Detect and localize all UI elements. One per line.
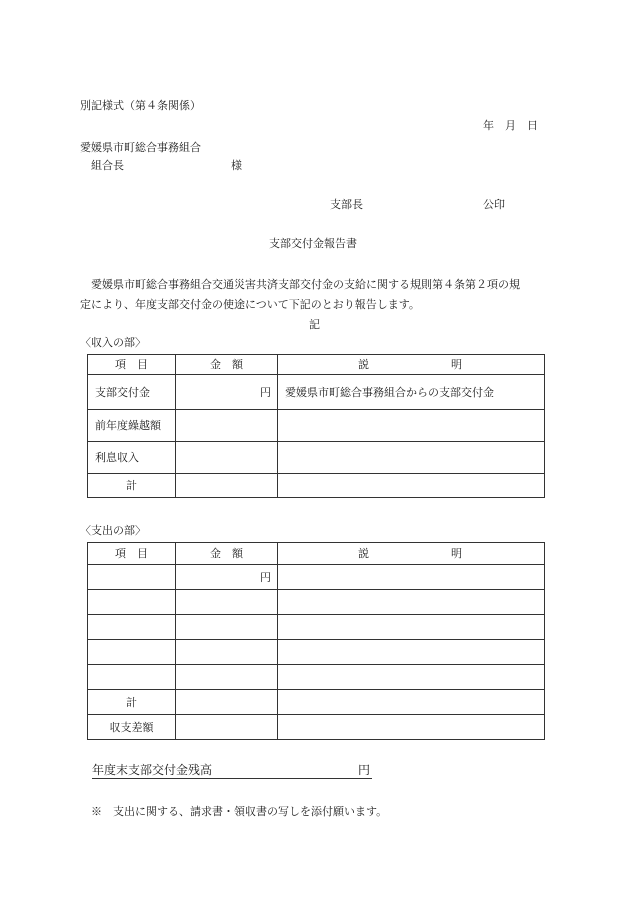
income-description-cell[interactable] bbox=[278, 410, 545, 442]
balance-difference-label: 収支差額 bbox=[88, 715, 176, 740]
table-row bbox=[88, 615, 545, 640]
expense-description-cell[interactable] bbox=[278, 615, 545, 640]
official-seal-label: 公印 bbox=[483, 198, 505, 211]
income-total-label: 計 bbox=[88, 474, 176, 498]
income-amount-cell[interactable] bbox=[176, 410, 278, 442]
expense-amount-cell[interactable] bbox=[176, 590, 278, 615]
addressee-title: 組合長 bbox=[91, 159, 124, 172]
expense-total-description[interactable] bbox=[278, 690, 545, 715]
expense-header-desc-b: 明 bbox=[451, 547, 462, 560]
document-title: 支部交付金報告書 bbox=[269, 237, 357, 250]
income-amount-cell[interactable]: 円 bbox=[176, 375, 278, 410]
expense-description-cell[interactable] bbox=[278, 640, 545, 665]
expense-item-cell[interactable] bbox=[88, 640, 176, 665]
expense-amount-cell[interactable] bbox=[176, 665, 278, 690]
table-row bbox=[88, 640, 545, 665]
expense-table bbox=[87, 542, 545, 740]
expense-description-cell[interactable] bbox=[278, 665, 545, 690]
expense-amount-cell[interactable] bbox=[176, 615, 278, 640]
income-header-item: 項 目 bbox=[88, 355, 176, 375]
expense-description-cell[interactable] bbox=[278, 565, 545, 590]
expense-item-cell[interactable] bbox=[88, 665, 176, 690]
expense-item-cell[interactable] bbox=[88, 565, 176, 590]
year-end-balance-label: 年度末支部交付金残高 bbox=[92, 763, 213, 777]
income-table bbox=[87, 354, 545, 498]
table-row bbox=[88, 410, 545, 442]
expense-header-description bbox=[278, 543, 545, 565]
attachment-note: ※ 支出に関する、請求書・領収書の写しを添付願います。 bbox=[91, 805, 388, 818]
expense-total-label: 計 bbox=[88, 690, 176, 715]
expense-amount-cell[interactable]: 円 bbox=[176, 565, 278, 590]
expense-header-desc-a: 説 bbox=[358, 547, 369, 560]
income-header-description bbox=[278, 355, 545, 375]
sender-title: 支部長 bbox=[330, 198, 363, 211]
year-end-balance-unit: 円 bbox=[358, 763, 371, 777]
table-row bbox=[88, 375, 545, 410]
ki-heading: 記 bbox=[309, 318, 320, 331]
table-row bbox=[88, 590, 545, 615]
form-number: 別記様式（第４条関係） bbox=[80, 99, 201, 112]
balance-difference-amount[interactable] bbox=[176, 715, 278, 740]
table-row bbox=[88, 565, 545, 590]
year-end-balance-underline bbox=[92, 778, 372, 779]
table-row bbox=[88, 474, 545, 498]
expense-section-label: 〈支出の部〉 bbox=[80, 524, 146, 537]
income-description-cell[interactable]: 愛媛県市町総合事務組合からの支部交付金 bbox=[278, 375, 545, 410]
addressee-organization: 愛媛県市町総合事務組合 bbox=[80, 141, 201, 154]
income-total-amount[interactable] bbox=[176, 474, 278, 498]
expense-item-cell[interactable] bbox=[88, 615, 176, 640]
expense-header-amount: 金 額 bbox=[176, 543, 278, 565]
table-row bbox=[88, 715, 545, 740]
income-description-cell[interactable] bbox=[278, 442, 545, 474]
report-date: 年 月 日 bbox=[483, 119, 538, 132]
table-row bbox=[88, 665, 545, 690]
table-row bbox=[88, 690, 545, 715]
income-header-amount: 金 額 bbox=[176, 355, 278, 375]
income-header-desc-a: 説 bbox=[358, 358, 369, 371]
income-item-cell: 支部交付金 bbox=[88, 375, 176, 410]
expense-header-item: 項 目 bbox=[88, 543, 176, 565]
expense-header-row bbox=[88, 543, 545, 565]
income-total-description[interactable] bbox=[278, 474, 545, 498]
expense-total-amount[interactable] bbox=[176, 690, 278, 715]
expense-amount-cell[interactable] bbox=[176, 640, 278, 665]
income-header-row bbox=[88, 355, 545, 375]
body-text-line-1: 愛媛県市町総合事務組合交通災害共済支部交付金の支給に関する規則第４条第２項の規 bbox=[91, 278, 520, 291]
balance-difference-description[interactable] bbox=[278, 715, 545, 740]
income-item-cell: 利息収入 bbox=[88, 442, 176, 474]
income-section-label: 〈収入の部〉 bbox=[80, 336, 146, 349]
expense-item-cell[interactable] bbox=[88, 590, 176, 615]
expense-description-cell[interactable] bbox=[278, 590, 545, 615]
income-amount-cell[interactable] bbox=[176, 442, 278, 474]
body-text-line-2: 定により、年度支部交付金の使途について下記のとおり報告します。 bbox=[80, 298, 420, 311]
table-row bbox=[88, 442, 545, 474]
income-item-cell: 前年度繰越額 bbox=[88, 410, 176, 442]
addressee-honorific: 様 bbox=[231, 159, 242, 172]
income-header-desc-b: 明 bbox=[451, 358, 462, 371]
